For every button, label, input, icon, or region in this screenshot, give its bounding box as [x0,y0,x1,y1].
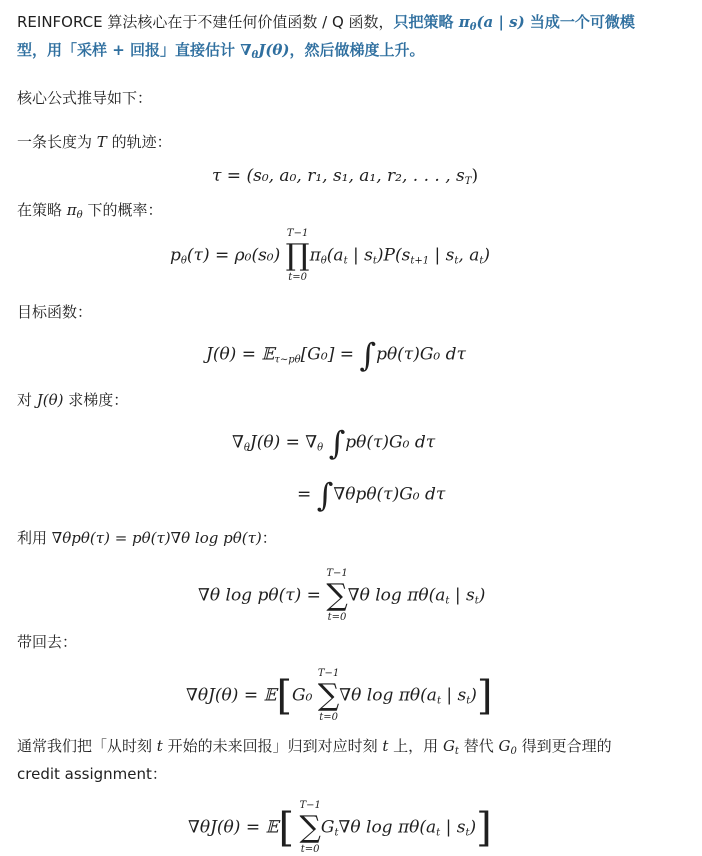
objective-equation: J(θ) = 𝔼$_{\tau\sim p\theta}$[G₀] = ∫pθ(τ)G₀ dτ [206,336,466,374]
objective-text: 目标函数： [17,303,93,321]
sum-operator: T−1 ∑ t=0 [299,800,321,855]
derivation-heading: 核心公式推导如下： [17,89,153,107]
final-equation: ∇θJ(θ) = 𝔼[ T−1 ∑ t=0 $G_t\nabla\theta$ $\log \pi\theta(a_t$ | $s_t$)] [188,800,492,855]
log-trick-text: 利用 ∇θpθ(τ) = pθ(τ)∇θ log pθ(τ)： [17,529,277,547]
substitute-text: 带回去： [17,633,78,651]
probability-equation: $p_\theta(\tau) = \rho_0(s_0)$ T−1 ∏ t=0 $\pi_\theta(a_t$ | $s_t)P(s_{t+1}$ | $s_t$, $a_t$) [170,228,491,283]
credit-text-line-2: credit assignment： [17,765,167,783]
trajectory-equation: τ = (s₀, a₀, r₁, s₁, a₁, r₂, . . . , $s_T$) [212,166,479,187]
sum-operator: T−1 ∑ t=0 [326,568,348,623]
gradient-equation-1: $\nabla_\theta J(\theta) = \nabla_\theta$ ∫pθ(τ)G₀ dτ [232,424,436,462]
gradient-text: 对 J(θ) 求梯度： [17,391,129,409]
trajectory-text: 一条长度为 T 的轨迹： [17,133,172,151]
sum-operator: T−1 ∑ t=0 [317,668,340,723]
intro-line-1: REINFORCE 算法核心在于不建任何价值函数 / Q 函数，只把策略 $\pi_\theta(a$ | s) 当成一个可微模 [17,13,635,33]
substituted-equation: ∇θJ(θ) = 𝔼[G₀ T−1 ∑ t=0 ∇θ $\log \pi\theta(a_t$ | $s_t$)] [186,668,493,723]
intro-line-2: 型，用「采样 + 回报」直接估计 $\nabla_\theta J(\theta)$，然后做梯度上升。 [17,41,425,61]
integral-operator: ∫ [359,336,377,374]
probability-text: 在策略 $\pi_\theta$ 下的概率： [17,201,163,221]
integral-operator: ∫ [316,476,334,514]
gradient-equation-2: = ∫∇θpθ(τ)G₀ dτ [297,476,446,514]
integral-operator: ∫ [328,424,346,462]
product-operator: T−1 ∏ t=0 [285,228,310,283]
credit-text-line-1: 通常我们把「从时刻 t 开始的未来回报」归到对应时刻 t 上，用 $G_t$ 替代 $G_0$ 得到更合理的 [17,737,612,757]
log-probability-equation: ∇θ log pθ(τ) = T−1 ∑ t=0 ∇θ $\log \pi\theta(a_t$ | $s_t$) [198,568,486,623]
